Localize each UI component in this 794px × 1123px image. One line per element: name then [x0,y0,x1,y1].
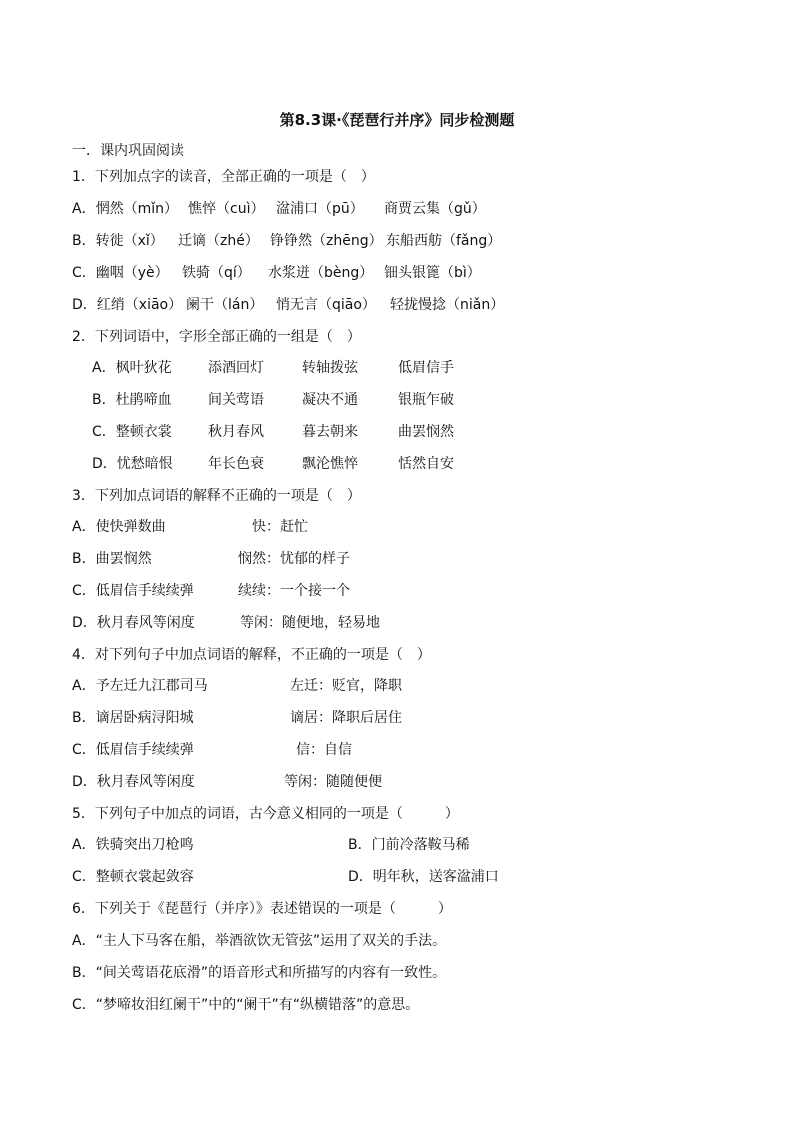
option-text: C．幽咽（yè） [72,265,169,281]
question-3-stem: 3．下列加点词语的解释不正确的一项是（ ） [72,488,361,504]
option-text: D．秋月春风等闲度 [72,615,195,631]
option-text: B．曲罢悯然 [72,551,152,567]
option-text: 轻拢慢捻（niǎn） [390,297,505,313]
section-heading: 一．课内巩固阅读 [72,143,184,159]
option-text: C．整顿衣裳 [92,424,172,440]
option-text: 快：赶忙 [252,519,308,535]
option-text: 暮去朝来 [302,424,358,440]
option-text: 恬然自安 [398,456,454,472]
option-text: 谪居：降职后居住 [290,710,402,726]
option-text: A．使快弹数曲 [72,519,166,535]
option-text: B．谪居卧病浔阳城 [72,710,194,726]
option-text: 转轴拨弦 [302,360,358,376]
option-text: 添酒回灯 [208,360,264,376]
option-text: A．铁骑突出刀枪鸣 [72,837,194,853]
question-1-stem: 1．下列加点字的读音，全部正确的一项是（ ） [72,169,375,185]
question-6-stem: 6．下列关于《琵琶行（并序）》表述错误的一项是（ ） [72,901,452,917]
option-text: B．杜鹃啼血 [92,392,172,408]
option-text: A．“主人下马客在船，举酒欲饮无管弦”运用了双关的手法。 [72,933,447,949]
option-text: 秋月春风 [208,424,264,440]
question-4-stem: 4．对下列句子中加点词语的解释，不正确的一项是（ ） [72,647,431,663]
option-text: 悯然：忧郁的样子 [238,551,350,567]
option-text: 水浆迸（bèng） [268,265,374,281]
option-text: 飘沦憔悴 [302,456,358,472]
page-title: 第8.3课·《琵琶行并序》同步检测题 [279,111,515,129]
option-text: 凝决不通 [302,392,358,408]
option-text: C．“梦啼妆泪红阑干”中的“阑干”有“纵横错落”的意思。 [72,997,420,1013]
option-text: 憔悴（cuì） [188,201,265,217]
option-text: 信：自信 [296,742,352,758]
option-text: 铮铮然（zhēng） [270,233,383,249]
option-text: C．整顿衣裳起敛容 [72,869,194,885]
option-text: B．“间关莺语花底滑”的语音形式和所描写的内容有一致性。 [72,965,447,981]
option-text: 左迁：贬官，降职 [290,678,402,694]
option-text: 等闲：随随便便 [284,774,382,790]
option-text: A．惘然（mǐn） [72,201,178,217]
option-text: 钿头银篦（bì） [384,265,481,281]
option-text: D．明年秋，送客湓浦口 [348,869,499,885]
option-text: C．低眉信手续续弹 [72,583,194,599]
option-text: A．枫叶狄花 [92,360,172,376]
option-text: 年长色衰 [208,456,264,472]
option-text: 东船西舫（fǎng） [386,233,502,249]
option-text: 间关莺语 [208,392,264,408]
option-text: A．予左迁九江郡司马 [72,678,208,694]
option-text: 续续：一个接一个 [238,583,350,599]
option-text: 迁谪（zhé） [178,233,259,249]
option-text: 铁骑（qí） [182,265,251,281]
option-text: 阑干（lán） [186,297,264,313]
option-text: D．秋月春风等闲度 [72,774,195,790]
option-text: 等闲：随便地，轻易地 [240,615,380,631]
option-text: B．门前冷落鞍马稀 [348,837,470,853]
option-text: B．转徙（xǐ） [72,233,164,249]
option-text: 银瓶乍破 [398,392,454,408]
option-text: C．低眉信手续续弹 [72,742,194,758]
option-text: D．忧愁暗恨 [92,456,173,472]
question-5-stem: 5．下列句子中加点的词语，古今意义相同的一项是（ ） [72,806,459,822]
option-text: 曲罢悯然 [398,424,454,440]
option-text: 悄无言（qiāo） [276,297,376,313]
option-text: 低眉信手 [398,360,454,376]
option-text: 湓浦口（pū） [276,201,364,217]
option-text: D．红绡（xiāo） [72,297,183,313]
option-text: 商贾云集（gǔ） [384,201,486,217]
question-2-stem: 2．下列词语中，字形全部正确的一组是（ ） [72,329,361,345]
